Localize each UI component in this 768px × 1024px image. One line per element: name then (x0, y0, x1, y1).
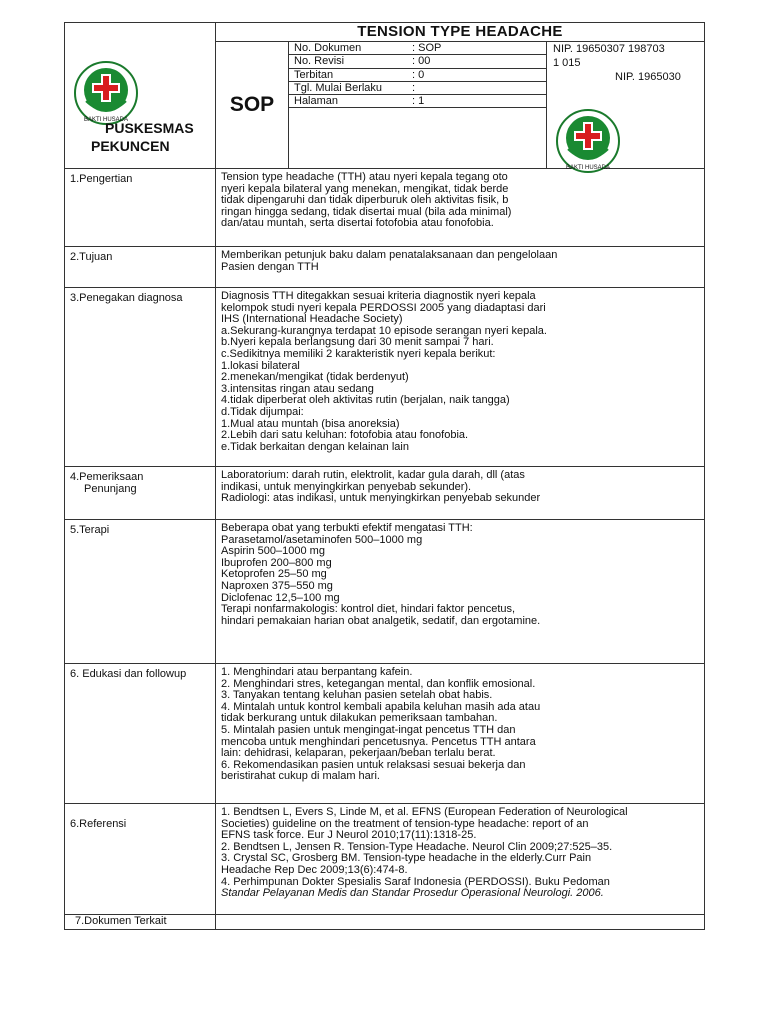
section-content (216, 169, 705, 247)
content-line: Pasien dengan TTH (221, 260, 319, 273)
nip-cell (547, 42, 705, 172)
content-line: Headache Rep Dec 2009;13(6):474-8. (221, 863, 408, 876)
content-line: a.Sekurang-kurangnya terdapat 10 episode serangan nyeri kepala. (221, 324, 547, 337)
section-row (65, 664, 705, 804)
meta-value: : 0 (412, 68, 425, 81)
content-line: EFNS task force. Eur J Neurol 2010;17(11):1318-25. (221, 829, 477, 842)
section-label-text: 3.Penegakan diagnosa (70, 292, 183, 304)
content-line: 3. Crystal SC, Grosberg BM. Tension-type headache in the elderly.Curr Pain (221, 852, 592, 865)
organization-line-1: PUSKESMAS (105, 120, 194, 136)
section-content (216, 520, 705, 664)
bakti-husada-logo-icon (555, 108, 621, 174)
section-label-text: 1.Pengertian (70, 173, 133, 185)
organization-line-2: PEKUNCEN (91, 138, 170, 154)
content-line: Radiologi: atas indikasi, untuk menyingkirkan penyebab sekunder (221, 492, 541, 505)
content-line: 1. Bendtsen L, Evers S, Linde M, et al. EFNS (European Federation of Neurological (221, 806, 628, 818)
content-line: tidak dipengaruhi dan tidak diperburuk oleh aktivitas fisik, b (221, 194, 509, 207)
content-line: Diclofenac 12,5–100 mg (221, 591, 340, 604)
meta-key: Terbitan (294, 68, 334, 81)
svg-text:BAKTI HUSADA: BAKTI HUSADA (565, 165, 611, 172)
nip-line-1: NIP. 19650307 198703 (553, 43, 665, 56)
content-line: 5. Mintalah pasien untuk mengingat-ingat pencetus TTH dan (221, 723, 516, 736)
section-label-text: 4.Pemeriksaan (70, 471, 144, 483)
section-content (216, 247, 705, 288)
section-row (65, 247, 705, 288)
content-line: Parasetamol/asetaminofen 500–1000 mg (221, 533, 423, 546)
section-label (65, 915, 216, 930)
content-line: Aspirin 500–1000 mg (221, 545, 325, 558)
section-label-text: Penunjang (84, 483, 137, 495)
sop-table (64, 22, 705, 930)
section-content (216, 288, 705, 467)
content-line: Terapi nonfarmakologis: kontrol diet, hindari faktor pencetus, (221, 603, 516, 616)
content-line: 1.lokasi bilateral (221, 359, 300, 372)
content-line: 6. Rekomendasikan pasien untuk relaksasi sesuai bekerja dan (221, 758, 526, 771)
meta-row (289, 82, 546, 95)
section-content (216, 804, 705, 915)
content-line: d.Tidak dijumpai: (221, 405, 304, 418)
content-line: 2.Lebih dari satu keluhan: fotofobia atau fonofobia. (221, 429, 469, 442)
content-line: ringan hingga sedang, tidak disertai mual (bila ada minimal) (221, 205, 512, 218)
content-line: 2. Menghindari stres, ketegangan mental, dan konflik emosional. (221, 677, 536, 690)
content-line: hindari pemakaian harian obat analgetik, sedatif, dan ergotamine. (221, 614, 541, 627)
content-line: 3. Tanyakan tentang keluhan pasien setelah obat habis. (221, 689, 493, 702)
content-line: beristirahat cukup di malam hari. (221, 770, 380, 783)
section-content (216, 915, 705, 930)
sop-label: SOP (216, 42, 289, 169)
content-line: nyeri kepala bilateral yang menekan, mengikat, tidak berde (221, 182, 509, 195)
content-line: e.Tidak berkaitan dengan kelainan lain (221, 440, 409, 453)
logo-cell (65, 23, 216, 169)
content-line: 2. Bendtsen L, Jensen R. Tension-Type Headache. Neurol Clin 2009;27:525–35. (221, 840, 613, 853)
content-line: lain: dehidrasi, kelaparan, pekerjaan/beban terlalu berat. (221, 747, 496, 760)
meta-row (289, 55, 546, 68)
section-content (216, 467, 705, 520)
content-line: Diagnosis TTH ditegakkan sesuai kriteria diagnostik nyeri kepala (221, 290, 536, 302)
sop-document (64, 22, 704, 930)
content-line: Societies) guideline on the treatment of tension-type headache: report of an (221, 817, 589, 830)
content-line: mencoba untuk menghindari pencetusnya. Pencetus TTH antara (221, 735, 536, 748)
section-content (216, 664, 705, 804)
content-line: Tension type headache (TTH) atau nyeri kepala tegang oto (221, 171, 508, 183)
content-line: Ketoprofen 25–50 mg (221, 568, 327, 581)
section-label-text: 6. Edukasi dan followup (70, 668, 187, 680)
content-line: Laboratorium: darah rutin, elektrolit, kadar gula darah, dll (atas (221, 469, 525, 481)
content-line: 1.Mual atau muntah (bisa anoreksia) (221, 417, 400, 430)
meta-key: Halaman (294, 94, 339, 107)
svg-text:BAKTI HUSADA: BAKTI HUSADA (83, 117, 129, 123)
section-label-text: 2.Tujuan (70, 251, 113, 263)
section-label (65, 288, 216, 467)
content-line: tidak berkurang untuk dilakukan pemeriksaan tambahan. (221, 712, 498, 725)
organization-name (91, 119, 194, 155)
section-label (65, 467, 216, 520)
content-line: 2.menekan/mengikat (tidak berdenyut) (221, 371, 409, 384)
section-row (65, 169, 705, 247)
nip-line-3: NIP. 1965030 (615, 71, 681, 84)
meta-key: No. Dokumen (294, 42, 362, 55)
content-line: IHS (International Headache Society) (221, 313, 403, 326)
section-label (65, 664, 216, 804)
document-meta (289, 42, 547, 169)
content-line: 1. Menghindari atau berpantang kafein. (221, 666, 413, 678)
meta-key: No. Revisi (294, 55, 345, 68)
meta-row (289, 42, 546, 55)
content-line: 3.intensitas ringan atau sedang (221, 382, 374, 395)
bakti-husada-logo-icon (73, 60, 139, 126)
meta-value: : SOP (412, 42, 442, 55)
meta-value: : (412, 81, 416, 94)
section-row (65, 804, 705, 915)
content-line: b.Nyeri kepala berlangsung dari 30 menit sampai 7 hari. (221, 336, 494, 349)
content-line: c.Sedikitnya memiliki 2 karakteristik nyeri kepala berikut: (221, 347, 496, 360)
meta-row (289, 95, 546, 108)
content-line: dan/atau muntah, serta disertai fotofobia atau fonofobia. (221, 217, 494, 230)
content-line: Standar Pelayanan Medis dan Standar Prosedur Operasional Neurologi. 2006. (221, 887, 604, 900)
content-line: 4. Mintalah untuk kontrol kembali apabila keluhan masih ada atau (221, 700, 541, 713)
meta-value: : 00 (412, 55, 431, 68)
section-label (65, 247, 216, 288)
section-label-text: 5.Terapi (70, 524, 110, 536)
content-line: 4. Perhimpunan Dokter Spesialis Saraf Indonesia (PERDOSSI). Buku Pedoman (221, 875, 610, 888)
meta-key: Tgl. Mulai Berlaku (294, 81, 383, 94)
nip-line-2: 1 015 (553, 57, 581, 70)
content-line: Beberapa obat yang terbukti efektif mengatasi TTH: (221, 522, 473, 534)
section-label-text: 6.Referensi (70, 818, 127, 830)
content-line: Naproxen 375–550 mg (221, 579, 333, 592)
content-line: Ibuprofen 200–800 mg (221, 556, 332, 569)
content-line: kelompok studi nyeri kepala PERDOSSI 2005 yang diadaptasi dari (221, 301, 546, 314)
section-label (65, 169, 216, 247)
meta-value: : 1 (412, 94, 425, 107)
section-label-text: 7.Dokumen Terkait (75, 915, 167, 927)
section-label (65, 804, 216, 915)
section-row (65, 915, 705, 930)
content-line: Memberikan petunjuk baku dalam penatalaksanaan dan pengelolaan (221, 249, 558, 261)
document-title: TENSION TYPE HEADACHE (216, 23, 705, 42)
section-row (65, 288, 705, 467)
section-label (65, 520, 216, 664)
section-row (65, 520, 705, 664)
section-row (65, 467, 705, 520)
meta-row (289, 69, 546, 82)
content-line: indikasi, untuk menyingkirkan penyebab sekunder). (221, 480, 472, 493)
content-line: 4.tidak diperberat oleh aktivitas rutin (berjalan, naik tangga) (221, 394, 510, 407)
header-row (65, 23, 705, 42)
